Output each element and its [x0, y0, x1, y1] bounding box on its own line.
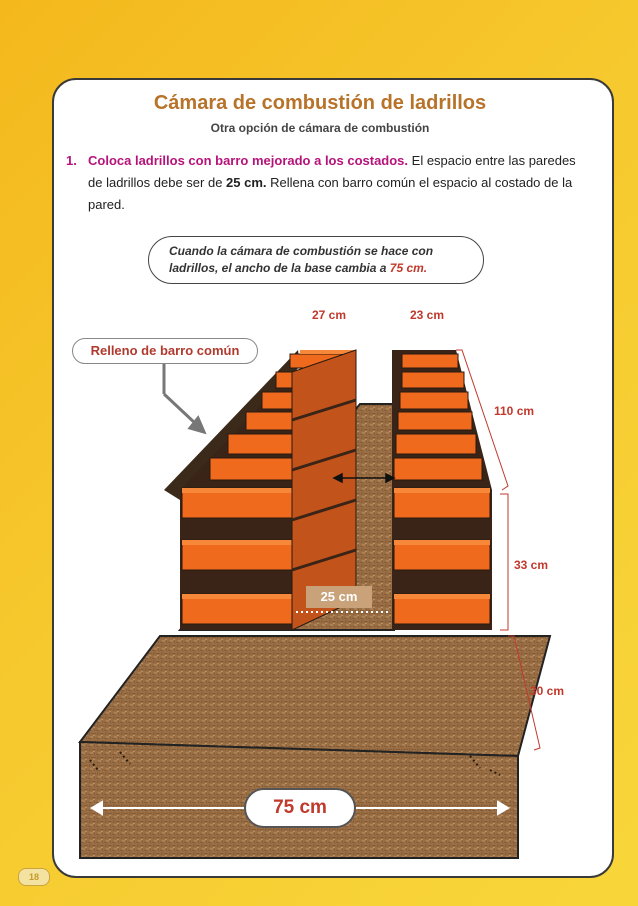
page-number: 18 — [18, 868, 50, 886]
step-bold: 25 cm. — [226, 175, 267, 190]
step-text-b: Rellena con barro común el espacio al costado de la pared. — [88, 175, 573, 212]
page-subtitle: Otra opción de cámara de combustión — [210, 121, 430, 135]
height-base-label: 30 cm — [530, 684, 565, 698]
note-value: 75 cm. — [389, 261, 428, 275]
note-text: Cuando la cámara de combustión se hace con ladrillos, el ancho de la base cambia a — [169, 244, 434, 275]
right-wall-width-label: 23 cm — [410, 308, 445, 322]
height-top-label: 110 cm — [494, 404, 535, 418]
height-mid-label: 33 cm — [514, 558, 549, 572]
step-text-a: El espacio entre las paredes de ladrillos debe ser de — [88, 153, 576, 190]
right-brick-wall — [392, 350, 492, 630]
base-width-label: 75 cm — [244, 788, 356, 828]
gap-width-label: 25 cm — [306, 586, 372, 608]
left-wall-width-label: 27 cm — [312, 308, 347, 322]
fill-pointer-arrow — [164, 364, 204, 432]
step-number: 1. — [66, 153, 77, 168]
page-title: Cámara de combustión de ladrillos — [153, 92, 487, 114]
fill-label: Relleno de barro común — [72, 338, 258, 364]
step-highlight: Coloca ladrillos con barro mejorado a los costados. — [88, 153, 409, 168]
